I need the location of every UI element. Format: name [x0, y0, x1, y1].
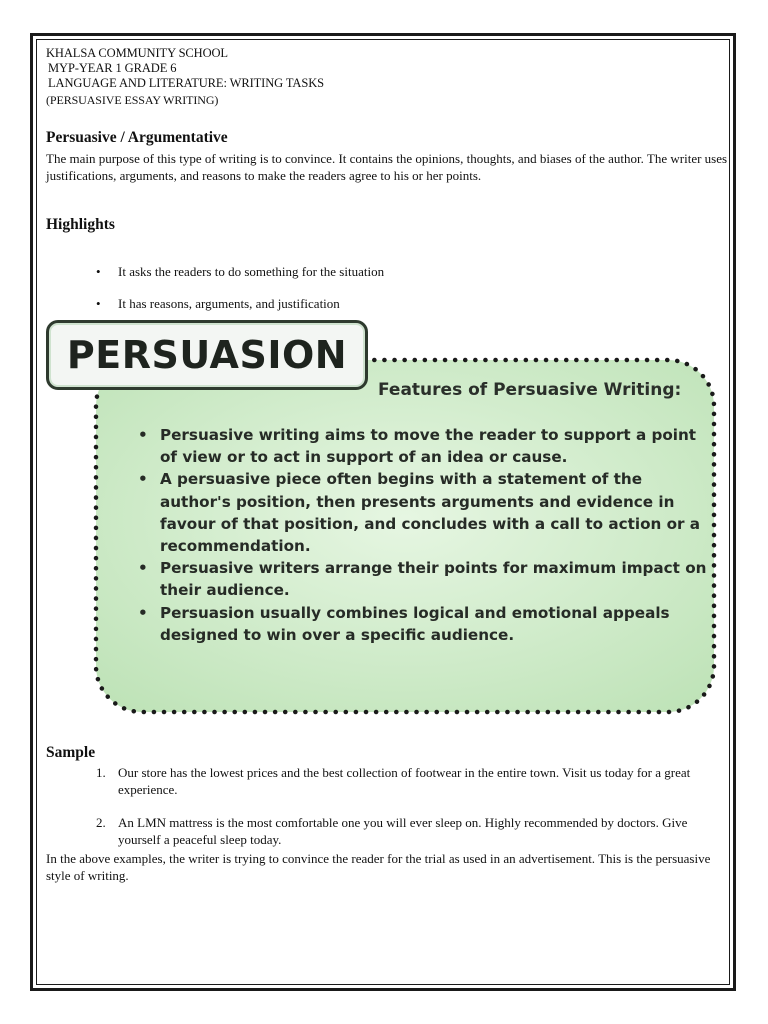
task-line: (PERSUASIVE ESSAY WRITING)	[46, 93, 219, 107]
persuasive-paragraph: The main purpose of this type of writing is to convince. It contains the opinions, thoughts, and biases of the author. The writer uses justifications, arguments, and reasons to make the readers agree to his or her points.	[46, 151, 728, 183]
list-item: • Persuasion usually combines logical and emotional appeals designed to win over a specific audience.	[138, 603, 670, 644]
bullet-icon: •	[96, 264, 101, 279]
features-list	[132, 424, 712, 646]
grade-line: MYP-YEAR 1 GRADE 6	[48, 61, 177, 75]
persuasive-heading: Persuasive / Argumentative	[46, 129, 228, 146]
bullet-icon: •	[138, 470, 148, 489]
bullet-icon: •	[138, 426, 148, 444]
bullet-icon: •	[138, 559, 148, 578]
subject-line: LANGUAGE AND LITERATURE: WRITING TASKS	[48, 76, 324, 90]
bullet-icon: •	[96, 296, 101, 311]
highlights-heading: Highlights	[46, 216, 115, 233]
sample-heading: Sample	[46, 744, 96, 761]
persuasion-title-box	[46, 320, 368, 390]
list-item: • A persuasive piece often begins with a statement of the author's position, then presents arguments and evidence in favour of that position, and concludes with a call to action or a recommendation.	[138, 470, 701, 556]
sample-conclusion: In the above examples, the writer is trying to convince the reader for the trial as used in an advertisement. This is the persuasive style of writing.	[46, 851, 711, 883]
list-item: • Persuasive writing aims to move the reader to support a point of view or to act in support of an idea or cause.	[138, 426, 697, 467]
list-item: • Persuasive writers arrange their points for maximum impact on their audience.	[138, 559, 707, 600]
persuasion-title: PERSUASION	[66, 333, 348, 377]
school-name: KHALSA COMMUNITY SCHOOL	[46, 46, 228, 60]
features-heading: Features of Persuasive Writing:	[378, 380, 682, 400]
bullet-icon: •	[138, 603, 148, 622]
